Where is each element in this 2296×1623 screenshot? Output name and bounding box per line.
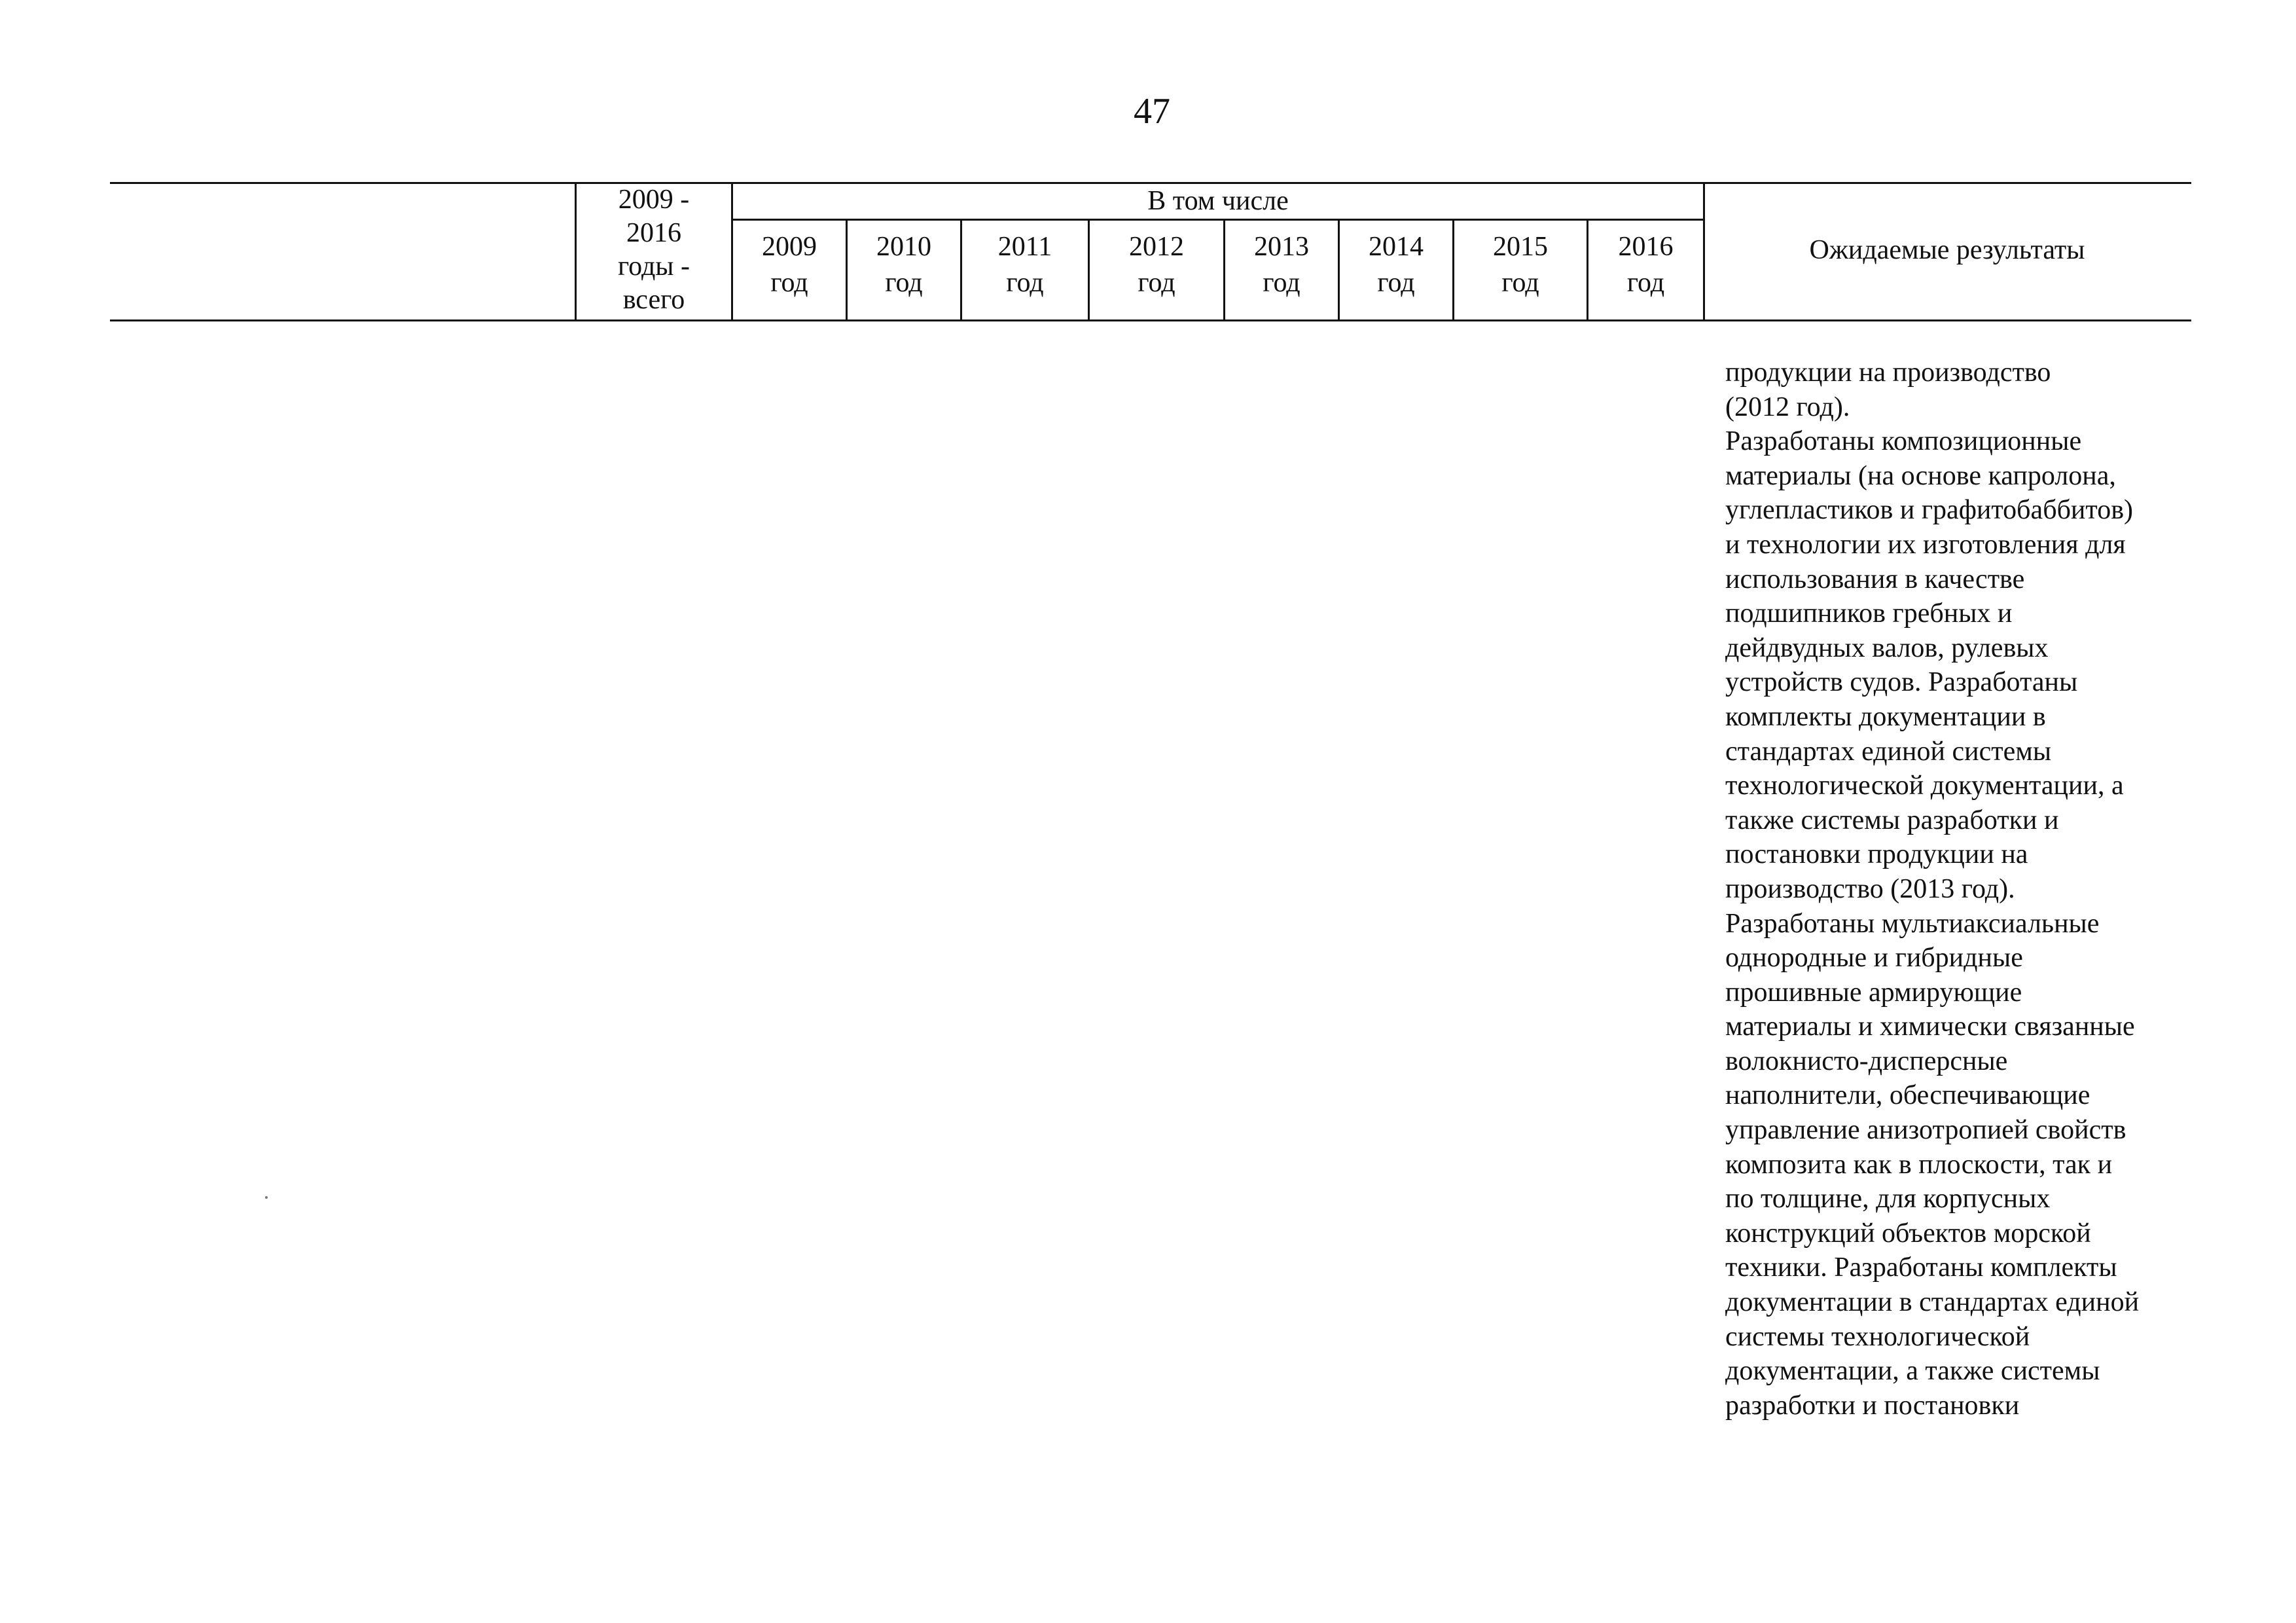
year-value: 2013 bbox=[1254, 232, 1309, 262]
year-value: 2015 bbox=[1493, 232, 1548, 262]
result-line: по толщине, для корпусных bbox=[1725, 1184, 2051, 1214]
year-header bbox=[733, 229, 846, 301]
year-unit: год bbox=[1138, 268, 1175, 298]
result-line: Разработаны композиционные bbox=[1725, 426, 2082, 457]
result-line: подшипников гребных и bbox=[1725, 598, 2013, 629]
year-unit: год bbox=[1006, 268, 1044, 298]
year-value: 2010 bbox=[876, 232, 931, 262]
total-period-line: 2016 bbox=[626, 218, 681, 248]
year-header bbox=[1090, 229, 1223, 301]
result-line: углепластиков и графитобаббитов) bbox=[1725, 495, 2134, 526]
result-line: техники. Разработаны комплекты bbox=[1725, 1252, 2117, 1283]
year-value: 2016 bbox=[1618, 232, 1674, 262]
year-unit: год bbox=[770, 268, 808, 298]
expected-results-header: Ожидаемые результаты bbox=[1809, 235, 2085, 265]
page-number: 47 bbox=[1134, 91, 1170, 132]
year-value: 2011 bbox=[997, 232, 1052, 262]
year-unit: год bbox=[1263, 268, 1300, 298]
result-line: также системы разработки и bbox=[1725, 805, 2059, 835]
result-line: управление анизотропией свойств bbox=[1725, 1115, 2126, 1146]
result-line: продукции на производство bbox=[1725, 357, 2051, 388]
including-header: В том числе bbox=[1147, 186, 1289, 216]
year-header bbox=[1588, 229, 1703, 301]
result-line: прошивные армирующие bbox=[1725, 977, 2022, 1008]
year-value: 2009 bbox=[762, 232, 817, 262]
year-header bbox=[848, 229, 960, 301]
result-line: однородные и гибридные bbox=[1725, 943, 2023, 974]
year-value: 2014 bbox=[1369, 232, 1424, 262]
result-line: наполнители, обеспечивающие bbox=[1725, 1080, 2090, 1111]
year-unit: год bbox=[1626, 268, 1665, 298]
result-line: волокнисто-дисперсные bbox=[1725, 1046, 2008, 1076]
scan-speck bbox=[265, 1196, 268, 1199]
result-line: и технологии их изготовления для bbox=[1725, 529, 2126, 560]
subheader-divider bbox=[731, 219, 1704, 221]
result-line: композита как в плоскости, так и bbox=[1725, 1149, 2113, 1180]
year-unit: год bbox=[885, 268, 923, 298]
result-line: комплекты документации в bbox=[1725, 701, 2046, 732]
total-period-line: 2009 - bbox=[618, 185, 690, 215]
result-line: конструкций объектов морской bbox=[1725, 1218, 2091, 1249]
result-line: (2012 год). bbox=[1725, 392, 1850, 422]
total-period-header bbox=[577, 183, 731, 317]
result-line: устройств судов. Разработаны bbox=[1725, 667, 2078, 698]
year-header bbox=[1225, 229, 1338, 301]
total-period-line: годы - bbox=[617, 251, 691, 282]
year-header bbox=[1454, 229, 1587, 301]
result-line: производство (2013 год). bbox=[1725, 873, 2015, 904]
result-line: Разработаны мультиаксиальные bbox=[1725, 908, 2100, 939]
result-line: документации, а также системы bbox=[1725, 1356, 2100, 1387]
result-line: дейдвудных валов, рулевых bbox=[1725, 632, 2049, 663]
expected-results-text bbox=[1725, 356, 2269, 1423]
year-value: 2012 bbox=[1129, 232, 1184, 262]
result-line: материалы и химически связанные bbox=[1725, 1012, 2135, 1042]
year-header bbox=[962, 229, 1088, 301]
total-period-line: всего bbox=[622, 285, 685, 315]
result-line: постановки продукции на bbox=[1725, 839, 2028, 870]
year-unit: год bbox=[1501, 268, 1539, 298]
year-header bbox=[1340, 229, 1452, 301]
result-line: использования в качестве bbox=[1725, 564, 2025, 594]
result-line: технологической документации, а bbox=[1725, 771, 2124, 801]
result-line: документации в стандартах единой bbox=[1725, 1287, 2140, 1318]
result-line: разработки и постановки bbox=[1725, 1390, 2020, 1421]
result-line: системы технологической bbox=[1725, 1321, 2030, 1352]
year-unit: год bbox=[1377, 268, 1415, 298]
result-line: стандартах единой системы bbox=[1725, 736, 2052, 767]
result-line: материалы (на основе капролона, bbox=[1725, 460, 2116, 491]
header-bottom-border bbox=[110, 319, 2191, 321]
